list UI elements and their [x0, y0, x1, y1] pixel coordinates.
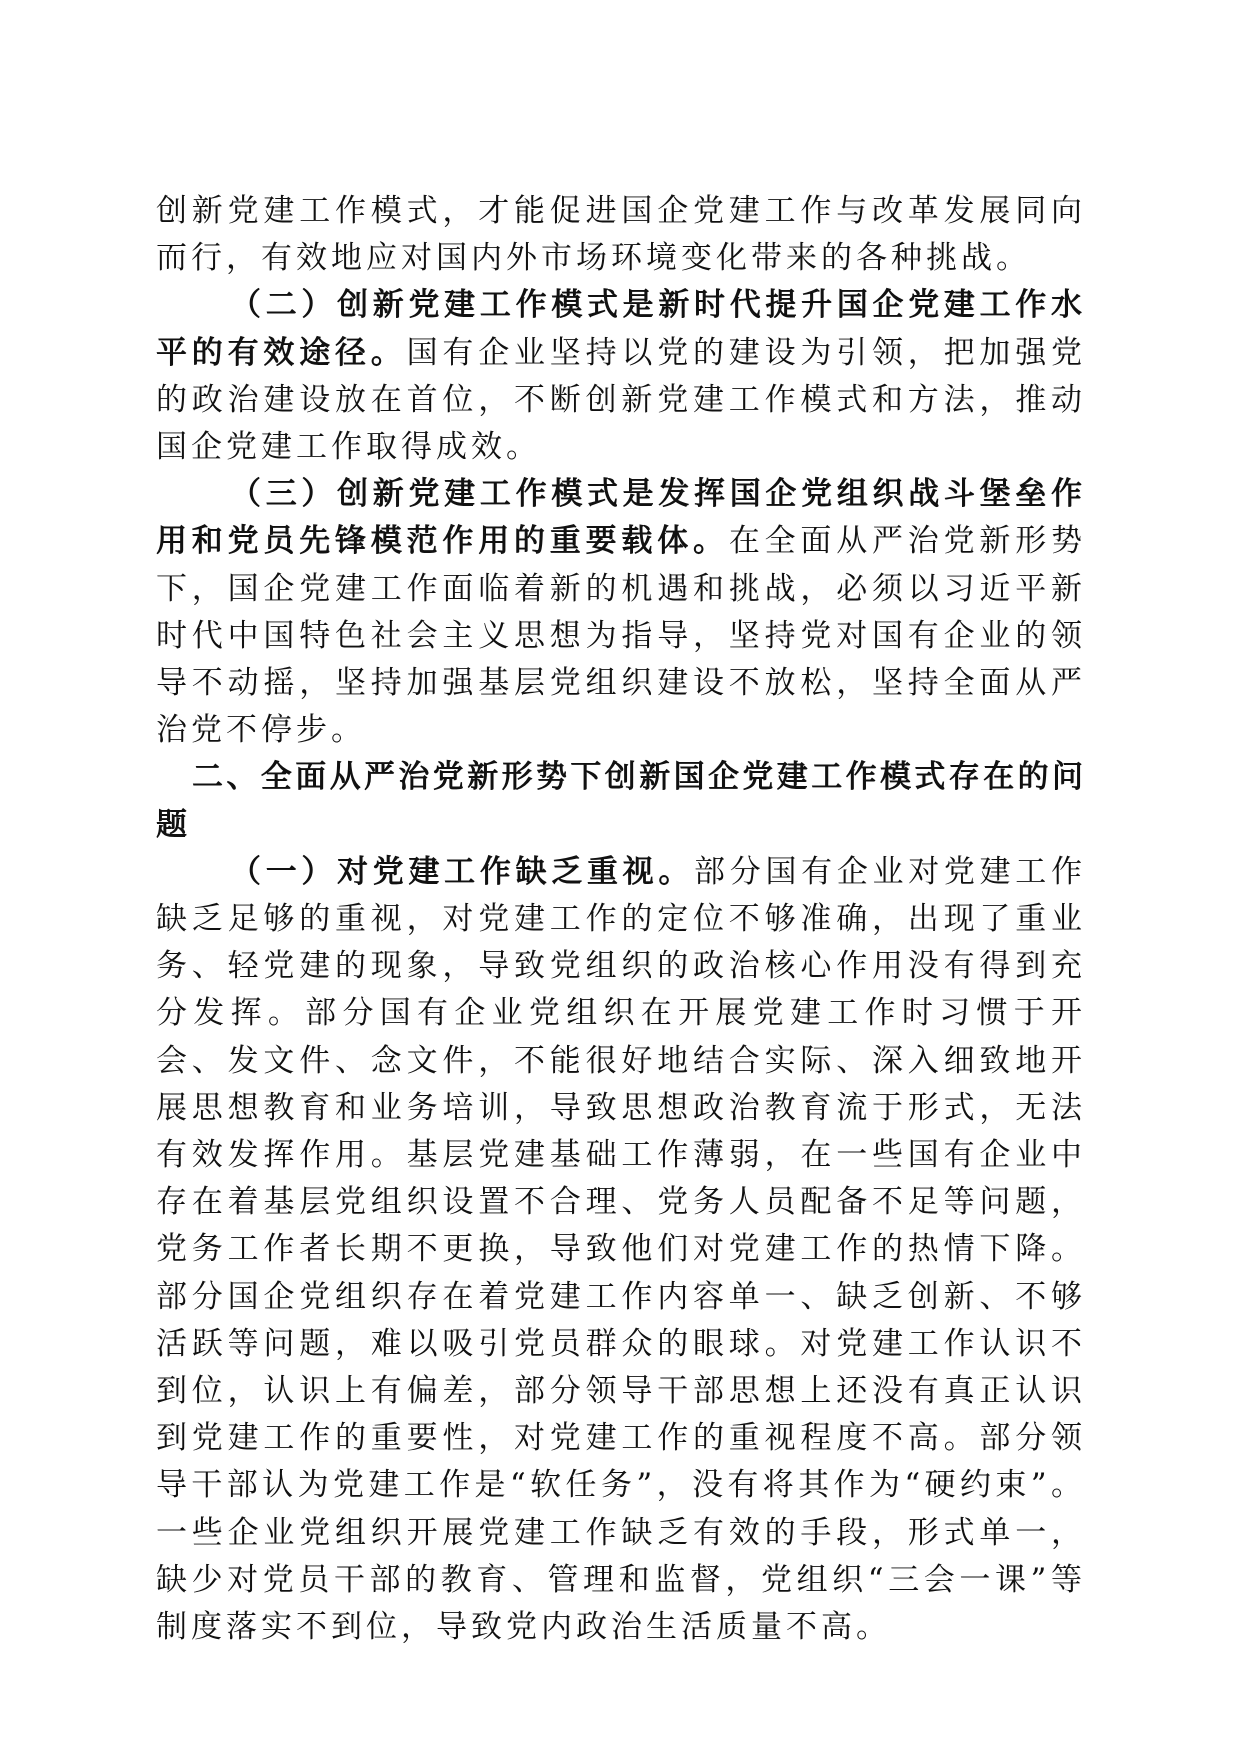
body-text	[156, 188, 1086, 1651]
paragraph-continuation	[156, 188, 1086, 282]
paragraph-section-point-one	[156, 849, 1086, 1651]
paragraph-text: 国有企业坚持以党的建设为引领，把加强党的政治建设放在首位，不断创新党建工作模式和方法，推动国企党建工作取得成效。	[156, 334, 1087, 466]
paragraph-lead: （二）创新党建工作模式是新时代提升国企党建工作水平的有效途径。	[156, 287, 1086, 371]
paragraph-text: 部分国有企业对党建工作缺乏足够的重视，对党建工作的定位不够准确，出现了重业务、轻党建的现象，导致党组织的政治核心作用没有得到充分发挥。部分国有企业党组织在开展党建工作时习惯于开会、发文件、念文件，不能很好地结合实际、深入细致地开展思想教育和业务培训，导致思想政治教育流于形式，无法有效发挥作用。基层党建基础工作薄弱，在一些国有企业中存在着基层党组织设置不合理、党务人员配备不足等问题，党务工作者长期不更换，导致他们对党建工作的热情下降。部分国企党组织存在着党建工作内容单一、缺乏创新、不够活跃等问题，难以吸引党员群众的眼球。对党建工作认识不到位，认识上有偏差，部分领导干部思想上还没有真正认识到党建工作的重要性，对党建工作的重视程度不高。部分领导干部认为党建工作是“软任务”，没有将其作为“硬约束”。一些企业党组织开展党建工作缺乏有效的手段，形式单一，缺少对党员干部的教育、管理和监督，党组织“三会一课”等制度落实不到位，导致党内政治生活质量不高。	[156, 853, 1087, 1646]
paragraph-point-two	[156, 282, 1086, 471]
paragraph-text: 在全面从严治党新形势下，国企党建工作面临着新的机遇和挑战，必须以习近平新时代中国特色社会主义思想为指导，坚持党对国有企业的领导不动摇，坚持加强基层党组织建设不放松，坚持全面从严治党不停步。	[156, 523, 1087, 749]
paragraph-lead: （一）对党建工作缺乏重视。	[230, 853, 695, 890]
paragraph-lead: （三）创新党建工作模式是发挥国企党组织战斗堡垒作用和党员先锋模范作用的重要载体。	[156, 476, 1086, 560]
section-heading: 二、全面从严治党新形势下创新国企党建工作模式存在的问题	[156, 759, 1086, 843]
paragraph-point-three	[156, 471, 1086, 754]
paragraph-text: 创新党建工作模式，才能促进国企党建工作与改革发展同向而行，有效地应对国内外市场环境变化带来的各种挑战。	[156, 193, 1086, 277]
